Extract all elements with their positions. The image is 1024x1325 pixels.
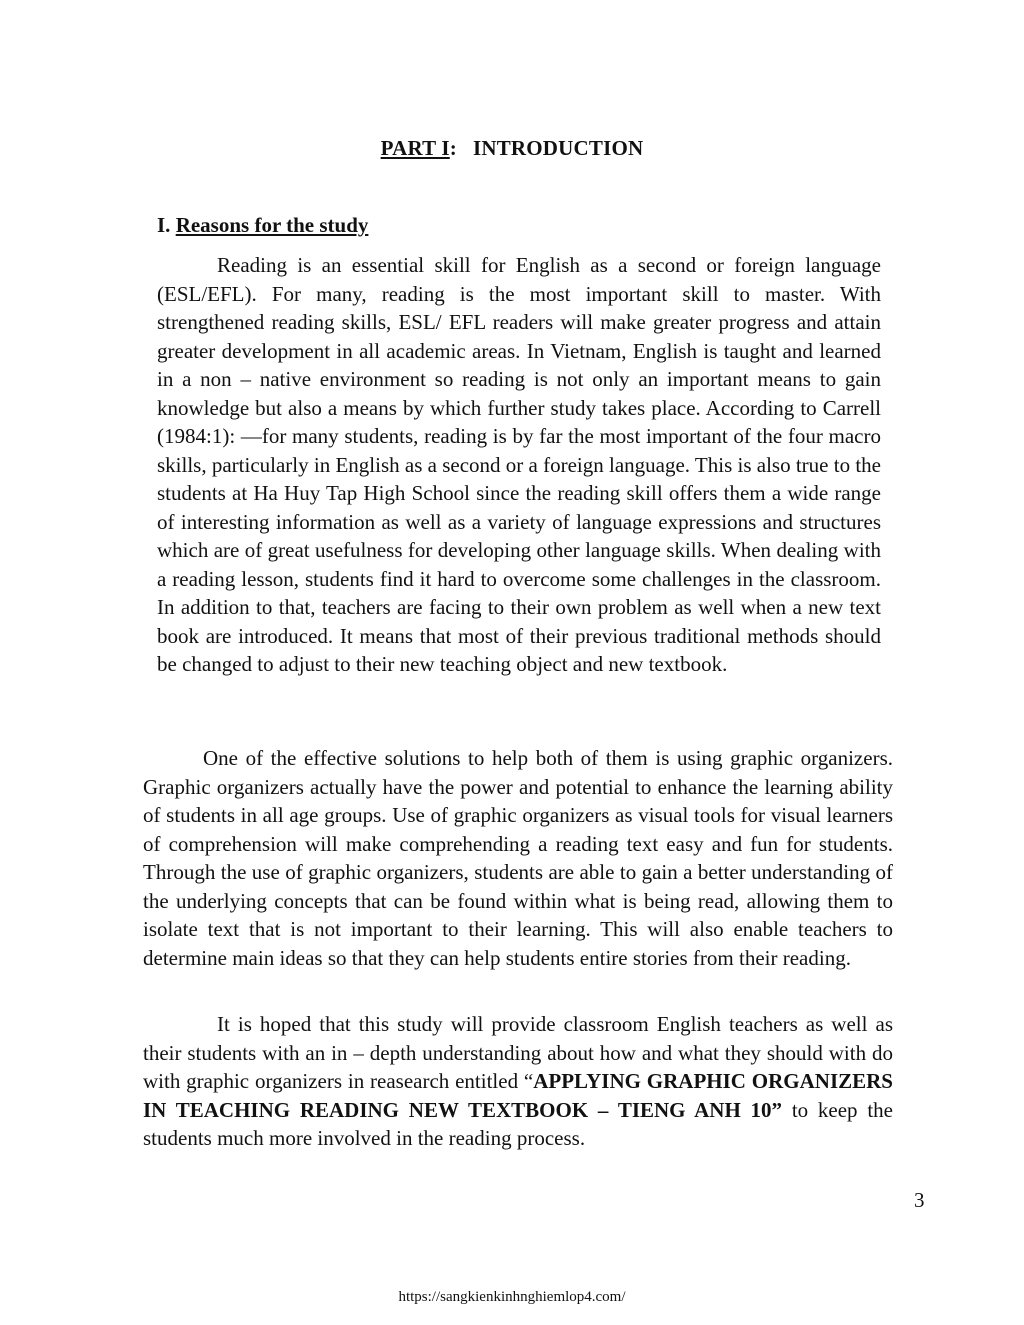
paragraph-reading-importance: Reading is an essential skill for English as a second or foreign language (ESL/EFL). For many, reading is the most important skill to master. With strengthened reading skills, ESL/ EFL readers will make greater progress and attain greater development in all academic areas. In Vietnam, English is taught and learned in a non – native environment so reading is not only an important means to gain knowledge but also a means by which further study takes place. According to Carrell (1984:1): ―for many students, reading is by far the most important of the four macro skills, particularly in English as a second or a foreign language. This is also true to the students at Ha Huy Tap High School since the reading skill offers them a wide range of interesting information as well as a variety of language expressions and structures which are of great usefulness for developing other language skills. When dealing with a reading lesson, students find it hard to overcome some challenges in the classroom. In addition to that, teachers are facing to their own problem as well when a new text book are introduced. It means that most of their previous traditional methods should be changed to adjust to their new teaching object and new textbook. bbox=[157, 253, 881, 676]
paragraph-graphic-organizers: One of the effective solutions to help both of them is using graphic organizers. Graphic organizers actually have the power and potential to enhance the learning ability of students in all age groups. Use of graphic organizers as visual tools for visual learners of comprehension will make comprehending a reading text easy and fun for students. Through the use of graphic organizers, students are able to gain a better understanding of the underlying concepts that can be found within what is being read, allowing them to isolate text that is not important to their learning. This will also enable teachers to determine main ideas so that they can help students entire stories from their reading. bbox=[143, 746, 893, 970]
paragraph-study-purpose-tail: to keep the students much more involved in the reading process. bbox=[143, 1097, 893, 1150]
title-part-label: PART I bbox=[380, 136, 450, 160]
paragraph-study-purpose-lead: It is hoped that this study will provide classroom English teachers as well as their students with an in – depth understanding about how and what they should with do with graphic organizers in reasearch entitled “ bbox=[143, 1012, 893, 1093]
paragraph-study-purpose bbox=[143, 1010, 893, 1153]
page-number: 3 bbox=[914, 1188, 925, 1212]
page-title bbox=[0, 136, 1024, 161]
title-name: INTRODUCTION bbox=[472, 136, 644, 160]
title-colon: : bbox=[449, 136, 457, 160]
footer-url: https://sangkienkinhnghiemlop4.com/ bbox=[398, 1289, 626, 1305]
research-title: APPLYING GRAPHIC ORGANIZERS IN TEACHING READING NEW TEXTBOOK – TIENG ANH 10” bbox=[143, 1069, 893, 1122]
section-heading bbox=[157, 213, 368, 238]
section-heading-text: Reasons for the study bbox=[175, 213, 369, 237]
section-number: I. bbox=[157, 213, 171, 237]
